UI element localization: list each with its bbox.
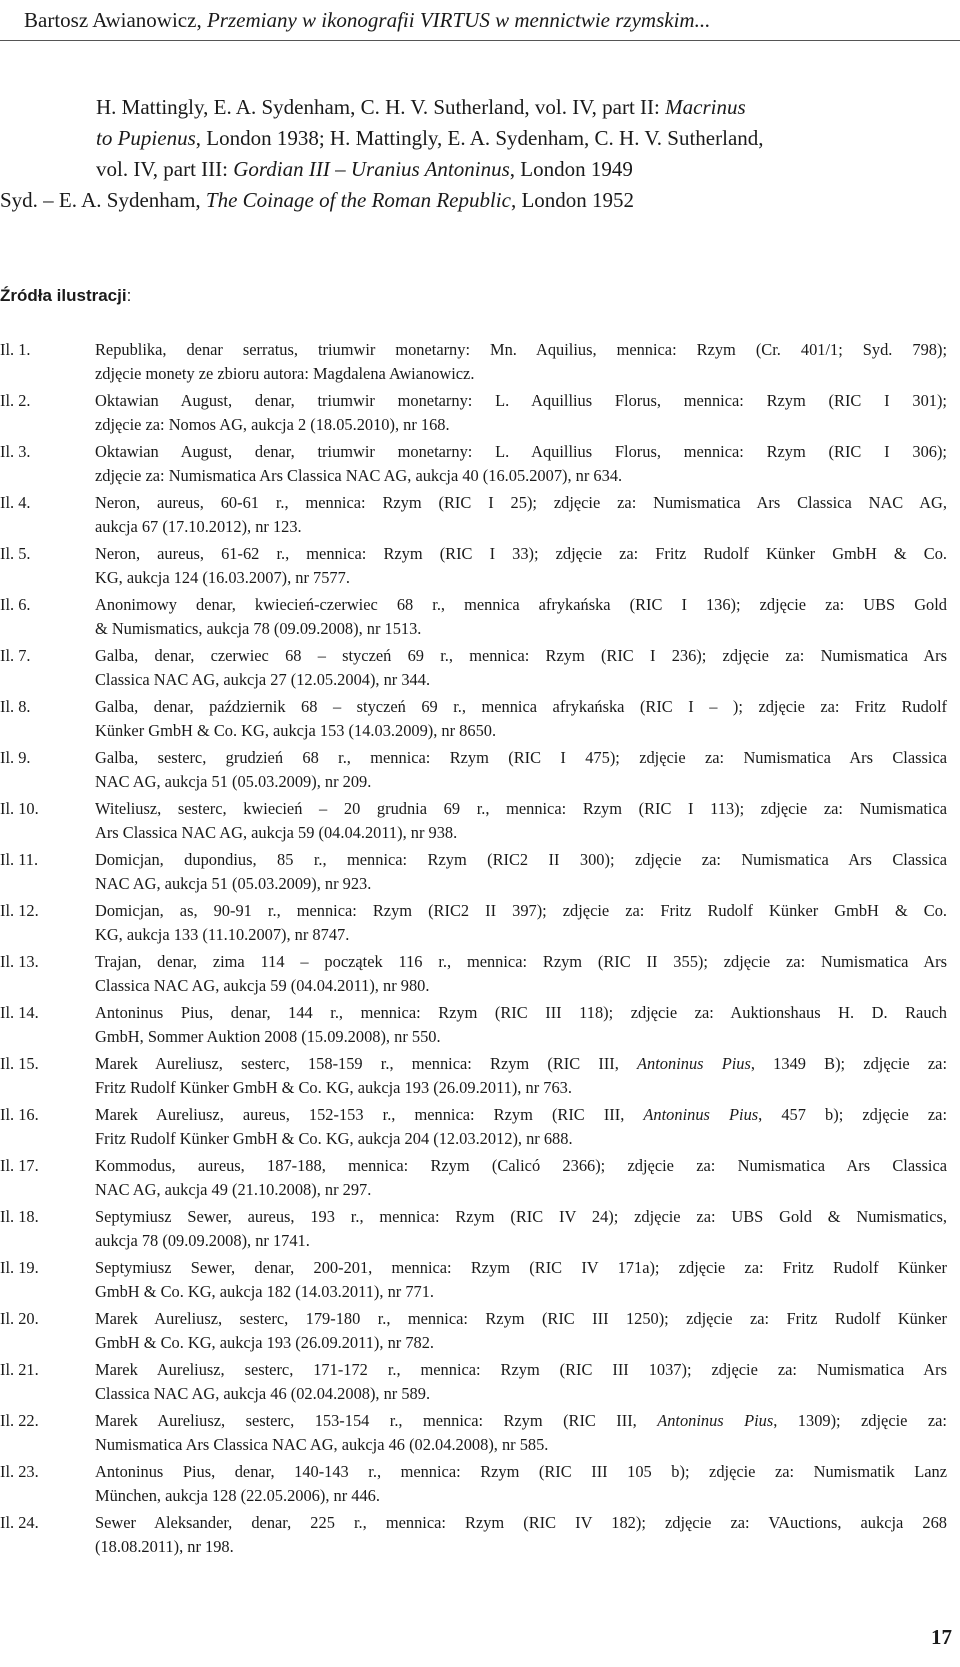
illustration-label: Il. 11. [0,850,39,869]
caption-line-2: zdjęcie monety ze zbioru autora: Magdalena Awianowicz. [95,363,475,383]
caption-line-1: Galba, sesterc, grudzień 68 r., mennica: Rzym (RIC I 475); zdjęcie za: Numismatica Ars Classica [95,748,947,767]
illustration-caption [95,1154,947,1201]
caption-line-1: Marek Aureliusz, sesterc, 179-180 r., mennica: Rzym (RIC III 1250); zdjęcie za: Fritz Rudolf Künker [95,1309,947,1328]
illustration-caption [95,1358,947,1405]
illustration-label: Il. 22. [0,1411,39,1430]
illustration-item [0,1205,950,1256]
caption-line-1: Septymiusz Sewer, aureus, 193 r., mennica: Rzym (RIC IV 24); zdjęcie za: UBS Gold & Numismatics, [95,1207,947,1226]
header-author: Bartosz Awianowicz, [24,8,207,32]
caption-line-1: Witeliusz, sesterc, kwiecień – 20 grudnia 69 r., mennica: Rzym (RIC I 113); zdjęcie za: Numismatica [95,799,947,818]
illustration-label: Il. 12. [0,901,39,920]
illustration-caption [95,797,947,844]
caption-line-2: Classica NAC AG, aukcja 46 (02.04.2008), nr 589. [95,1383,431,1403]
illustration-label: Il. 19. [0,1258,39,1277]
caption-line-1: Marek Aureliusz, aureus, 152-153 r., mennica: Rzym (RIC III, Antoninus Pius, 457 b); zdjęcie za: [95,1105,947,1124]
header-title: Przemiany w ikonografii VIRTUS w mennictwie rzymskim... [206,8,711,32]
illustration-label: Il. 21. [0,1360,39,1379]
illustration-label: Il. 14. [0,1003,39,1022]
caption-line-1: Neron, aureus, 61-62 r., mennica: Rzym (RIC I 33); zdjęcie za: Fritz Rudolf Künker GmbH & Co. [95,544,947,563]
illustration-caption [95,746,947,793]
caption-line-2: Fritz Rudolf Künker GmbH & Co. KG, aukcja 193 (26.09.2011), nr 763. [95,1077,572,1097]
illustration-caption [95,695,947,742]
caption-line-2: Ars Classica NAC AG, aukcja 59 (04.04.2011), nr 938. [95,822,458,842]
illustration-label: Il. 1. [0,340,31,359]
illustration-item [0,1001,950,1052]
caption-line-1: Domicjan, as, 90-91 r., mennica: Rzym (RIC2 II 397); zdjęcie za: Fritz Rudolf Künker GmbH & Co. [95,901,947,920]
illustration-item [0,746,950,797]
caption-line-2: NAC AG, aukcja 49 (21.10.2008), nr 297. [95,1179,372,1199]
illustration-caption [95,1409,947,1456]
illustration-list [0,338,950,1562]
caption-line-1: Marek Aureliusz, sesterc, 153-154 r., mennica: Rzym (RIC III, Antoninus Pius, 1309); zdjęcie za: [95,1411,947,1430]
illustration-caption [95,440,947,487]
illustration-caption [95,644,947,691]
caption-line-1: Domicjan, dupondius, 85 r., mennica: Rzym (RIC2 II 300); zdjęcie za: Numismatica Ars Classica [95,850,947,869]
caption-line-2: aukcja 78 (09.09.2008), nr 1741. [95,1230,310,1250]
illustration-item [0,389,950,440]
illustration-label: Il. 4. [0,493,31,512]
caption-line-1: Kommodus, aureus, 187-188, mennica: Rzym (Calicó 2366); zdjęcie za: Numismatica Ars Classica [95,1156,947,1175]
illustration-caption [95,950,947,997]
illustration-caption [95,1460,947,1507]
caption-line-2: NAC AG, aukcja 51 (05.03.2009), nr 209. [95,771,372,791]
caption-line-2: München, aukcja 128 (22.05.2006), nr 446. [95,1485,380,1505]
caption-line-2: GmbH, Sommer Auktion 2008 (15.09.2008), nr 550. [95,1026,441,1046]
caption-line-1: Republika, denar serratus, triumwir monetarny: Mn. Aquilius, mennica: Rzym (Cr. 401/1; Syd. 798); [95,340,947,359]
caption-line-1: Antoninus Pius, denar, 144 r., mennica: Rzym (RIC III 118); zdjęcie za: Auktionshaus H. D. Rauch [95,1003,947,1022]
illustration-caption [95,1205,947,1252]
illustration-label: Il. 8. [0,697,31,716]
illustration-label: Il. 2. [0,391,31,410]
illustration-label: Il. 3. [0,442,31,461]
caption-line-1: Marek Aureliusz, sesterc, 158-159 r., mennica: Rzym (RIC III, Antoninus Pius, 1349 B); zdjęcie za: [95,1054,948,1073]
illustration-item [0,950,950,1001]
illustration-item [0,593,950,644]
illustration-label: Il. 13. [0,952,39,971]
bib-mattingly-line-1: H. Mattingly, E. A. Sydenham, C. H. V. Sutherland, vol. IV, part II: Macrinus [96,95,746,119]
illustration-caption [95,542,947,589]
caption-line-1: Galba, denar, październik 68 – styczeń 69 r., mennica afrykańska (RIC I – ); zdjęcie za: Fritz Rudolf [95,697,947,716]
illustration-label: Il. 10. [0,799,39,818]
caption-line-1: Neron, aureus, 60-61 r., mennica: Rzym (RIC I 25); zdjęcie za: Numismatica Ars Classica NAC AG, [95,493,947,512]
illustration-label: Il. 7. [0,646,31,665]
caption-line-1: Trajan, denar, zima 114 – początek 116 r., mennica: Rzym (RIC II 355); zdjęcie za: Numismatica Ars [95,952,947,971]
caption-line-2: (18.08.2011), nr 198. [95,1536,234,1556]
illustration-item [0,848,950,899]
caption-line-1: Oktawian August, denar, triumwir monetarny: L. Aquillius Florus, mennica: Rzym (RIC I 301); [95,391,947,410]
page-number: 17 [931,1625,952,1649]
header-rule [0,40,960,41]
illustration-item [0,491,950,542]
running-header [24,8,934,33]
illustration-label: Il. 6. [0,595,31,614]
illustration-caption [95,1511,947,1558]
illustration-item [0,1460,950,1511]
caption-line-2: aukcja 67 (17.10.2012), nr 123. [95,516,302,536]
illustration-item [0,542,950,593]
caption-line-2: Künker GmbH & Co. KG, aukcja 153 (14.03.2009), nr 8650. [95,720,497,740]
caption-line-2: Fritz Rudolf Künker GmbH & Co. KG, aukcja 204 (12.03.2012), nr 688. [95,1128,573,1148]
caption-line-2: & Numismatics, aukcja 78 (09.09.2008), nr 1513. [95,618,422,638]
caption-line-2: KG, aukcja 124 (16.03.2007), nr 7577. [95,567,350,587]
illustration-caption [95,1052,947,1099]
illustration-item [0,1052,950,1103]
illustration-item [0,338,950,389]
caption-line-2: GmbH & Co. KG, aukcja 193 (26.09.2011), nr 782. [95,1332,435,1352]
illustration-caption [95,899,947,946]
caption-line-2: NAC AG, aukcja 51 (05.03.2009), nr 923. [95,873,372,893]
illustration-caption [95,389,947,436]
illustration-item [0,695,950,746]
illustration-item [0,797,950,848]
illustration-label: Il. 16. [0,1105,39,1124]
illustration-item [0,1307,950,1358]
illustration-label: Il. 20. [0,1309,39,1328]
illustration-caption [95,338,947,385]
illustration-caption [95,1256,947,1303]
caption-line-2: Classica NAC AG, aukcja 27 (12.05.2004), nr 344. [95,669,431,689]
bib-mattingly-line-2: to Pupienus, London 1938; H. Mattingly, E. A. Sydenham, C. H. V. Sutherland, [96,126,764,150]
caption-line-1: Anonimowy denar, kwiecień-czerwiec 68 r., mennica afrykańska (RIC I 136); zdjęcie za: UBS Gold [95,595,947,614]
illustration-caption [95,848,947,895]
caption-line-2: GmbH & Co. KG, aukcja 182 (14.03.2011), nr 771. [95,1281,435,1301]
illustration-item [0,1256,950,1307]
caption-line-1: Marek Aureliusz, sesterc, 171-172 r., mennica: Rzym (RIC III 1037); zdjęcie za: Numismatica Ars [95,1360,947,1379]
illustration-item [0,1409,950,1460]
caption-line-1: Oktawian August, denar, triumwir monetarny: L. Aquillius Florus, mennica: Rzym (RIC I 306); [95,442,947,461]
illustration-item [0,1154,950,1205]
sources-heading: Źródła ilustracji: [0,286,132,305]
illustration-item [0,644,950,695]
caption-line-2: Classica NAC AG, aukcja 59 (04.04.2011), nr 980. [95,975,430,995]
illustration-label: Il. 15. [0,1054,39,1073]
illustration-item [0,440,950,491]
illustration-label: Il. 23. [0,1462,39,1481]
illustration-caption [95,1001,947,1048]
bibliography-block [0,92,940,216]
caption-line-1: Galba, denar, czerwiec 68 – styczeń 69 r., mennica: Rzym (RIC I 236); zdjęcie za: Numismatica Ars [95,646,947,665]
caption-line-1: Septymiusz Sewer, denar, 200-201, mennica: Rzym (RIC IV 171a); zdjęcie za: Fritz Rudolf Künker [95,1258,947,1277]
caption-line-1: Antoninus Pius, denar, 140-143 r., mennica: Rzym (RIC III 105 b); zdjęcie za: Numismatik Lanz [95,1462,947,1481]
bib-sydenham-line: Syd. – E. A. Sydenham, The Coinage of the Roman Republic, London 1952 [0,188,635,212]
illustration-item [0,1511,950,1562]
caption-line-2: KG, aukcja 133 (11.10.2007), nr 8747. [95,924,350,944]
caption-line-2: zdjęcie za: Numismatica Ars Classica NAC AG, aukcja 40 (16.05.2007), nr 634. [95,465,623,485]
illustration-label: Il. 5. [0,544,31,563]
bib-mattingly-line-3: vol. IV, part III: Gordian III – Uranius Antoninus, London 1949 [96,157,633,181]
illustration-caption [95,593,947,640]
illustration-label: Il. 9. [0,748,31,767]
illustration-caption [95,491,947,538]
illustration-label: Il. 24. [0,1513,39,1532]
caption-line-1: Sewer Aleksander, denar, 225 r., mennica: Rzym (RIC IV 182); zdjęcie za: VAuctions, aukcja 268 [95,1513,947,1532]
caption-line-2: Numismatica Ars Classica NAC AG, aukcja 46 (02.04.2008), nr 585. [95,1434,549,1454]
illustration-label: Il. 18. [0,1207,39,1226]
illustration-item [0,1358,950,1409]
illustration-caption [95,1103,947,1150]
illustration-caption [95,1307,947,1354]
illustration-label: Il. 17. [0,1156,39,1175]
illustration-item [0,1103,950,1154]
illustration-item [0,899,950,950]
caption-line-2: zdjęcie za: Nomos AG, aukcja 2 (18.05.2010), nr 168. [95,414,450,434]
